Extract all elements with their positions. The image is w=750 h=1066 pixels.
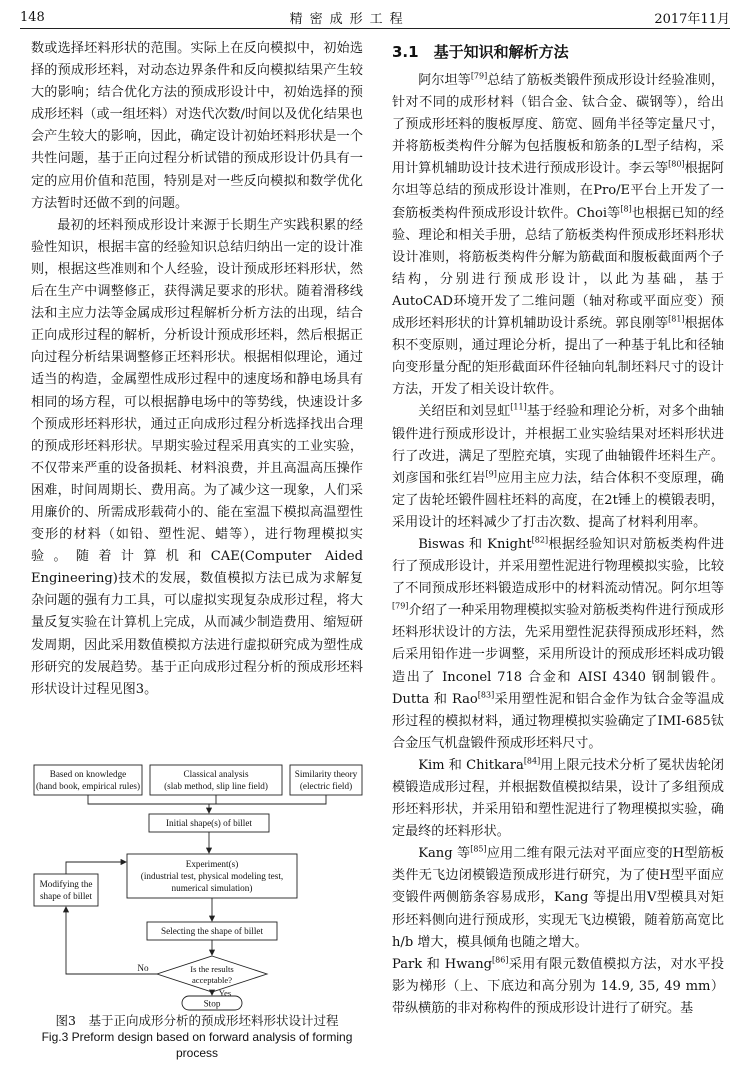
paragraph <box>392 401 724 534</box>
left-column <box>31 38 363 701</box>
journal-name: 精密成形工程 <box>289 11 410 27</box>
paragraph <box>392 534 724 755</box>
modify-label2: shape of billet <box>39 891 93 901</box>
similarity-label: Similarity theory <box>294 769 358 779</box>
paragraph: 最初的坯料预成形设计来源于长期生产实践积累的经验性知识，根据丰富的经验知识总结归纳出一定的设计准则，根据这些准则和个人经验，设计预成形坯料形状，然后在生产中调整修正，获得满足要求的形状。随着滑移线法和主应力法等金属成形过程解析分析方法的出现，结合正向成形过程的解析，分析设计预成形坯料，然后根据正向过程分析结果调整修正坯料形状。根据相似理论，通过适当的构造，金属塑性成形过程中的速度场和静电场具有相同的场方程，可以根据静电场中的等势线，快速设计多个预成形坯料形状，通过正向成形过程分析选择找出合理的预成形坯料形状。早期实验过程采用真实的工业实验，不仅带来严重的设备损耗、材料浪费，并且高温高压操作困难，时间周期长、费用高。为了减少这一现象，人们采用廉价的、所需成形载荷小的、能在室温下模拟高温塑性变形的材料（如铅、塑性泥、蜡等），进行物理模拟实验。随着计算机和CAE(Computer Aided Engineering)技术的发展，数值模拟方法已成为求解复杂问题的强有力工具，可以虚拟实现复杂成形过程，将大量反复实验在计算机上完成，从而减少制造费用、缩短研发周期，因此采用数值模拟方法进行虚拟研究成为塑性成形研究的发展趋势。基于正向成形过程分析的预成形坯料形状设计过程见图3。 <box>31 217 363 697</box>
citation-ref: [81] <box>668 314 685 324</box>
knowledge-sub: (hand book, empirical rules) <box>35 781 141 791</box>
text-run: 用上限元技术分析了冕状齿轮闭模锻造成形过程，并根据数值模拟结果，设计了多组预成形坯料形状，并采用铅和塑性泥进行了物理模拟实验，确定最终的坯料形状。 <box>392 757 725 840</box>
text-run: 也根据已知的经验、理论和相关手册，总结了筋板类构件预成形坯料形状设计准则，将筋板类构件分解为筋截面和腹板截面两个子结构，分别进行预成形设计，以此为基础，基于AutoCAD环境开发了二维问题（轴对称或平面应变）预成形坯料形状的计算机辅助设计系统。郭良刚等 <box>392 205 725 332</box>
text-run: Kim 和 Chitkara <box>418 757 524 773</box>
text-run: 应用主应力法，结合体积不变原理，确定了齿轮坯锻件圆柱坯料的高度，在2t锤上的模锻表明，采用设计的坯料减少了打击次数、提高了材料利用率。 <box>392 470 725 530</box>
text-run: Kang 等 <box>418 846 471 862</box>
stop-label: Stop <box>203 998 221 1009</box>
paragraph <box>392 954 724 1020</box>
text-run: Biswas 和 Knight <box>418 536 532 552</box>
figure-3-flowchart <box>31 762 363 1012</box>
decision-label1: Is the results <box>190 964 234 974</box>
citation-ref: [85] <box>470 844 487 854</box>
right-column <box>392 38 724 1020</box>
decision-label2: acceptable? <box>191 975 233 985</box>
citation-ref: [82] <box>531 535 549 545</box>
experiment-sub1: (industrial test, physical modeling test, <box>140 871 284 881</box>
text-run: Park 和 Hwang <box>392 956 493 972</box>
figure-caption-cn: 图3 基于正向成形分析的预成形坯料形状设计过程 <box>55 1013 339 1028</box>
initial-label: Initial shape(s) of billet <box>166 818 252 828</box>
citation-ref: [79] <box>470 71 488 81</box>
text-run: 总结了筋板类锻件预成形设计经验准则，针对不同的成形材料（铝合金、钛合金、碳钢等），给出了预成形坯料的腹板厚度、筋宽、圆角半径等定量尺寸，并将筋板类构件分解为包括腹板和筋条的L型子结构，采用计算机辅助设计技术进行预成形设计。李云等 <box>392 73 725 177</box>
paragraph <box>392 843 724 953</box>
text-run: 根据阿尔坦等总结的预成形设计准则，在Pro/E平台上开发了一套筋板类构件预成形设计软件。Choi等 <box>392 161 725 221</box>
citation-ref: [9] <box>485 469 497 479</box>
citation-ref: [83] <box>477 690 495 700</box>
figure-caption-en: Fig.3 Preform design based on forward analysis of forming process <box>41 1030 353 1060</box>
paragraph <box>392 70 724 401</box>
text-run: 基于经验和理论分析，对多个曲轴锻件进行预成形设计，并根据工业实验结果对坯料形状进行了改进，满足了型腔充填，实现了曲轴锻件坯料生产。刘彦国和张红岩 <box>392 404 725 486</box>
citation-ref: [11] <box>510 403 527 413</box>
experiment-sub2: numerical simulation) <box>171 883 253 893</box>
text-run: 根据经验知识对筋板类构件进行了预成形设计，并采用塑性泥进行物理模拟实验，比较了不同预成形坯料锻造成形中的材料流动情况。阿尔坦等 <box>392 536 724 597</box>
page-number: 148 <box>20 9 45 25</box>
section-heading: 3.1 基于知识和解析方法 <box>392 43 569 61</box>
text-run: 根据体积不变原则，通过理论分析，提出了一种基于轧比和径轴向变形量分配的矩形截面环件径轴向轧制坯料尺寸的设计方法，开发了相关设计软件。 <box>392 316 725 398</box>
decision-diamond <box>157 956 267 992</box>
right-paragraphs <box>392 70 724 1020</box>
citation-ref: [80] <box>668 160 685 170</box>
text-run: 采用塑性泥和铝合金作为钛合金等温成形过程的模拟材料，通过物理模拟实验确定了IMI-685钛合金压气机盘锻件预成形坯料尺寸。 <box>392 691 724 751</box>
similarity-sub: (electric field) <box>299 781 353 791</box>
citation-ref: [84] <box>523 756 541 766</box>
classical-label: Classical analysis <box>183 769 249 779</box>
classical-sub: (slab method, slip line field) <box>164 781 268 791</box>
select-label: Selecting the shape of billet <box>160 926 264 936</box>
running-header <box>20 6 730 29</box>
text-run: 应用二维有限元法对平面应变的H型筋板类件无飞边闭模锻造预成形进行研究，为了使H型平面应变锻件两侧筋条容易成形，Kang 等提出用V型模具对矩形坯料侧向进行预成形，实现无飞边模锻，随着筋高宽比 h/b 增大，模具倾角也随之增大。 <box>392 846 724 950</box>
paragraph: 数或选择坯料形状的范围。实际上在反向模拟中，初始选择的预成形坯料，对动态边界条件和反向模拟结果产生较大的影响；结合优化方法的预成形设计中，初始选择的预成形坯料（或一组坯料）对迭代次数/时间以及优化结果也会产生较大的影响，因此，确定设计初始坯料形状是一个共性问题，基于正向过程分析试错的预成形设计仍具有一定的应用价值和范围，特别是对一些反向模拟和数学优化方法暂时还做不到的问题。 <box>31 41 363 211</box>
text-run: 介绍了一种采用物理模拟实验对筋板类构件进行预成形坯料形状设计的方法，先采用塑性泥获得预成形坯料，然后采用铅作进一步调整，采用所设计的预成形坯料成功锻造出了 Inconel 718 合金和 AISI 4340 钢制锻件。Dutta 和 Rao <box>392 603 724 707</box>
text-run: 阿尔坦等 <box>418 73 471 88</box>
modify-label1: Modifying the <box>39 879 93 889</box>
citation-ref: [8] <box>620 204 632 214</box>
yes-label: Yes <box>218 989 232 998</box>
no-label: No <box>137 963 149 973</box>
issue-date: 2017年11月 <box>654 11 730 27</box>
text-run: 采用有限元数值模拟方法，对水平投影为梯形（上、下底边和高分别为 14.9, 35, 49 mm）带纵横筋的非对称构件的预成形设计进行了研究。基 <box>392 956 725 1016</box>
knowledge-label: Based on knowledge <box>49 769 127 779</box>
text-run: 关绍臣和刘昱虹 <box>418 404 511 420</box>
paragraph <box>392 755 724 843</box>
citation-ref: [79] <box>392 601 409 611</box>
citation-ref: [86] <box>492 955 509 965</box>
experiment-label: Experiment(s) <box>185 859 239 869</box>
